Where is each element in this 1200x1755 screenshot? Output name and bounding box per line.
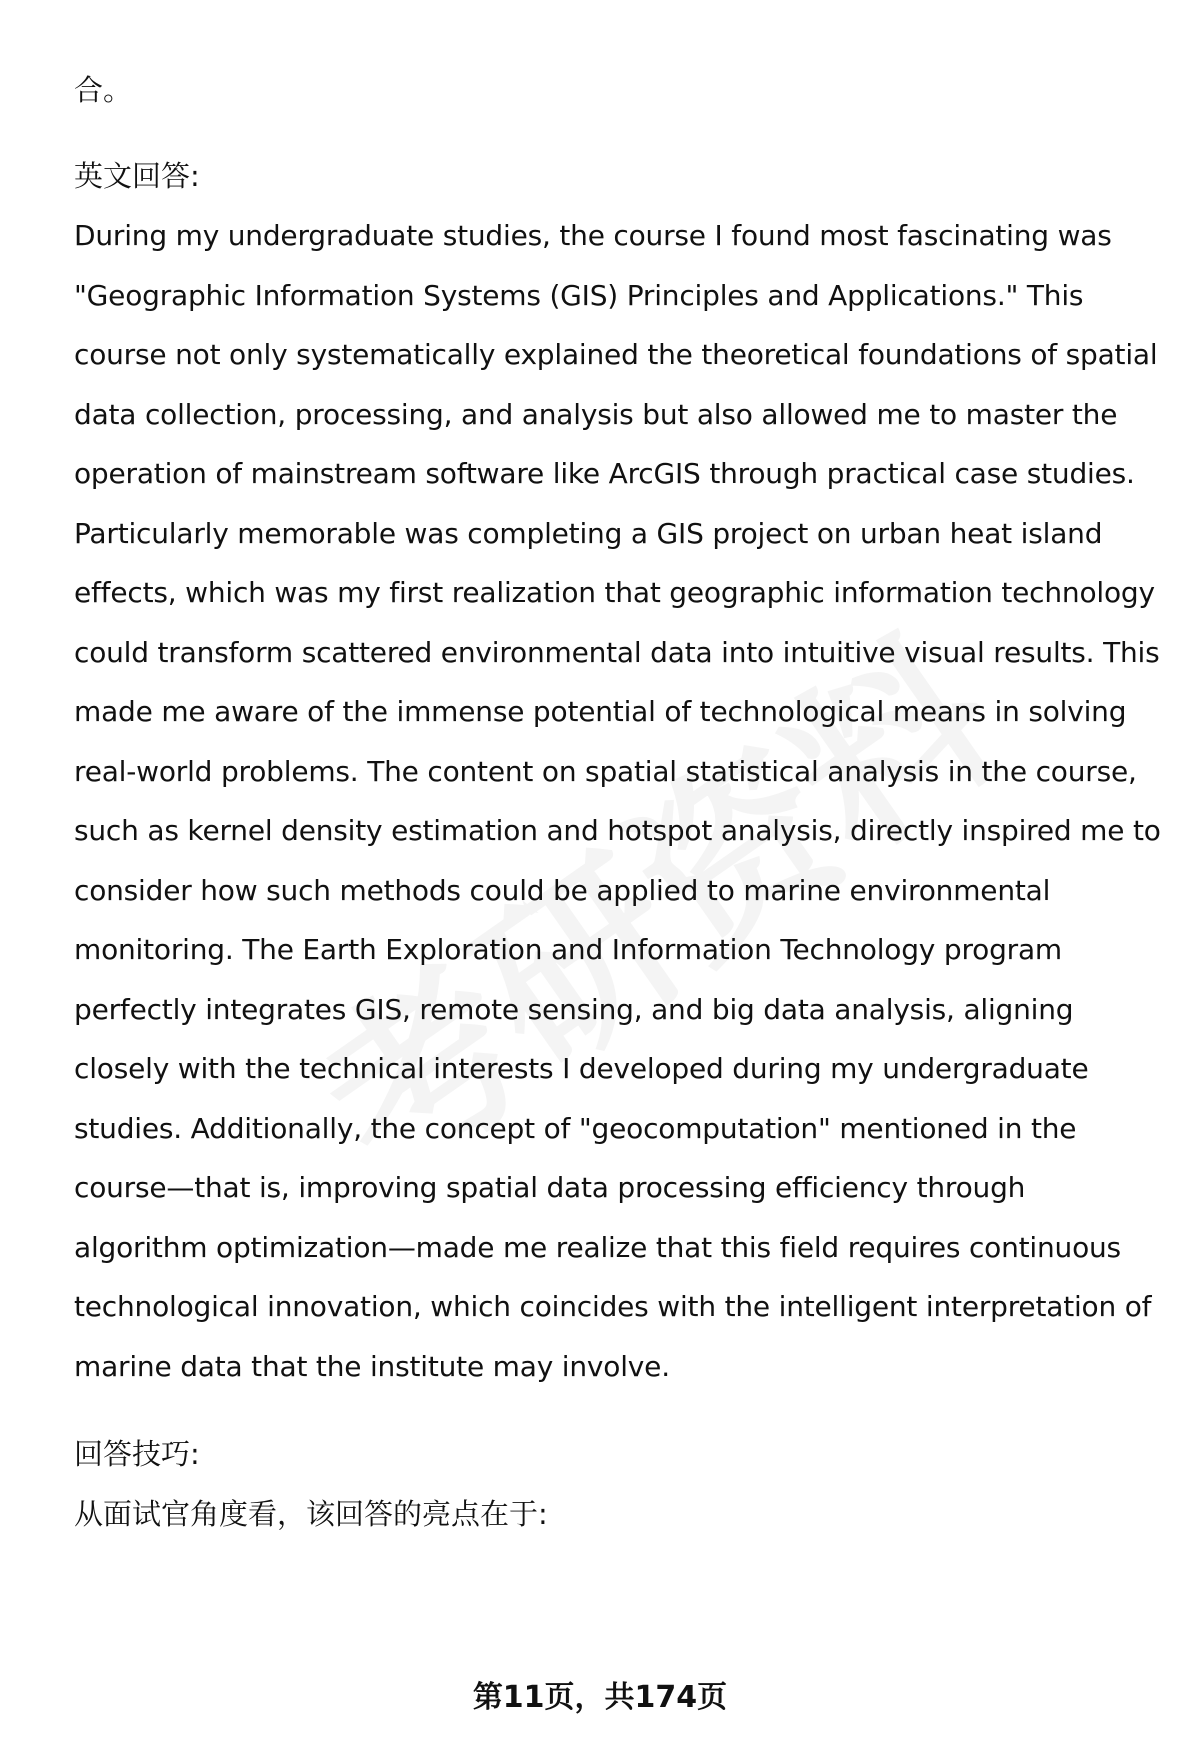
answer-tips-intro: 从面试官角度看，该回答的亮点在于: (74, 1497, 548, 1531)
page-number-footer: 第11页，共174页 (472, 1680, 728, 1715)
page-content (74, 60, 1164, 1544)
preceding-text-tail: 合。 (74, 73, 133, 107)
english-answer-paragraph: During my undergraduate studies, the course I found most fascinating was "Geographic Information Systems (GIS) Principles and Applications." This course not only systematically explained the theoretical foundations of spatial data collection, processing, and analysis but also allowed me to master the operation of mainstream software like ArcGIS through practical case studies. Particularly memorable was completing a GIS project on urban heat island effects, which was my first realization that geographic information technology could transform scattered environmental data into intuitive visual results. This made me aware of the immense potential of technological means in solving real-world problems. The content on spatial statistical analysis in the course, such as kernel density estimation and hotspot analysis, directly inspired me to consider how such methods could be applied to marine environmental monitoring. The Earth Exploration and Information Technology program perfectly integrates GIS, remote sensing, and big data analysis, aligning closely with the technical interests I developed during my undergraduate studies. Additionally, the concept of "geocomputation" mentioned in the course—that is, improving spatial data processing efficiency through algorithm optimization—made me realize that this field requires continuous technological innovation, which coincides with the intelligent interpretation of marine data that the institute may involve. (74, 219, 1161, 1383)
english-answer-label: 英文回答: (74, 159, 200, 193)
answer-tips-label: 回答技巧: (74, 1437, 200, 1471)
